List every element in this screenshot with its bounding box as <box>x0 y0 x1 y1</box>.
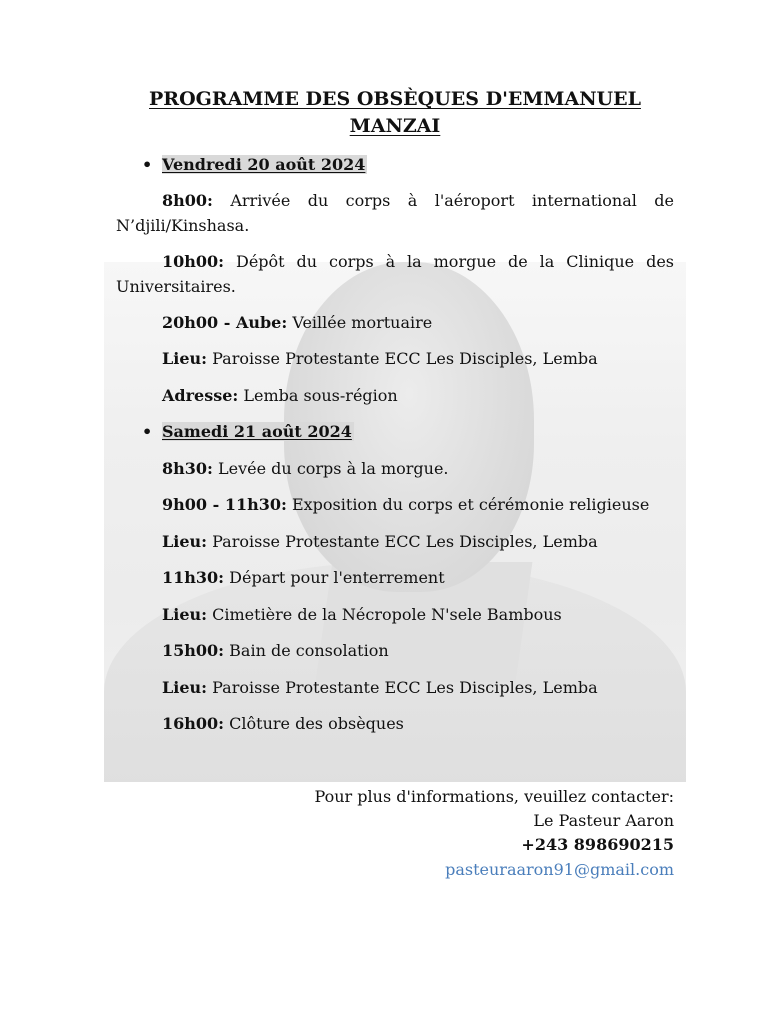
entry-day2-3 <box>162 568 445 588</box>
entry-text: Paroisse Protestante ECC Les Disciples, Lemba <box>207 532 598 551</box>
entry-time: Adresse: <box>162 386 239 405</box>
entry-day2-6 <box>162 678 598 698</box>
entry-text: Départ pour l'enterrement <box>224 568 445 587</box>
entry-day2-2 <box>162 532 598 552</box>
entry-time: 16h00: <box>162 714 225 733</box>
portrait-watermark <box>104 262 686 782</box>
entry-text: Exposition du corps et cérémonie religieuse <box>286 495 650 514</box>
title-line-1: PROGRAMME DES OBSÈQUES D'EMMANUEL <box>149 88 641 110</box>
entry-text: Arrivée du corps à l'aéroport international de N’djili/Kinshasa. <box>116 191 674 235</box>
entry-day1-1 <box>116 250 674 299</box>
bullet-icon: • <box>142 155 153 174</box>
contact-intro: Pour plus d'informations, veuillez contacter: <box>314 787 674 806</box>
entry-text: Dépôt du corps à la morgue de la Clinique des Universitaires. <box>116 252 674 296</box>
entry-time: 11h30: <box>162 568 225 587</box>
entry-day2-0 <box>162 459 449 479</box>
entry-text: Clôture des obsèques <box>224 714 404 733</box>
entry-day2-7 <box>162 714 404 734</box>
entry-text: Paroisse Protestante ECC Les Disciples, Lemba <box>207 349 598 368</box>
entry-text: Levée du corps à la morgue. <box>212 459 449 478</box>
entry-time: 8h00: <box>162 191 213 210</box>
page-title <box>116 86 674 140</box>
entry-text: Cimetière de la Nécropole N'sele Bambous <box>207 605 562 624</box>
entry-time: Lieu: <box>162 605 208 624</box>
entry-time: 8h30: <box>162 459 213 478</box>
entry-time: Lieu: <box>162 349 208 368</box>
entry-day2-4 <box>162 605 562 625</box>
day-heading-saturday <box>142 422 354 442</box>
day-heading-friday <box>142 155 367 175</box>
entry-time: Lieu: <box>162 678 208 697</box>
entry-time: 10h00: <box>162 252 225 271</box>
contact-email-link[interactable]: pasteuraaron91@gmail.com <box>445 860 674 879</box>
entry-text: Bain de consolation <box>224 641 389 660</box>
entry-text: Paroisse Protestante ECC Les Disciples, Lemba <box>207 678 598 697</box>
entry-day1-0 <box>116 189 674 238</box>
entry-time: 9h00 - 11h30: <box>162 495 287 514</box>
day-label: Samedi 21 août 2024 <box>162 422 352 441</box>
entry-time: Lieu: <box>162 532 208 551</box>
day-label: Vendredi 20 août 2024 <box>162 155 366 174</box>
entry-text: Lemba sous-région <box>238 386 398 405</box>
entry-time: 20h00 - Aube: <box>162 313 288 332</box>
title-line-2: MANZAI <box>349 115 441 137</box>
contact-name: Le Pasteur Aaron <box>533 811 674 830</box>
entry-day2-1 <box>162 495 649 515</box>
contact-phone: +243 898690215 <box>521 835 674 854</box>
entry-day1-2 <box>162 313 432 333</box>
entry-day2-5 <box>162 641 389 661</box>
entry-time: 15h00: <box>162 641 225 660</box>
entry-day1-4 <box>162 386 398 406</box>
entry-day1-3 <box>162 349 598 369</box>
entry-text: Veillée mortuaire <box>287 313 433 332</box>
bullet-icon: • <box>142 422 153 441</box>
